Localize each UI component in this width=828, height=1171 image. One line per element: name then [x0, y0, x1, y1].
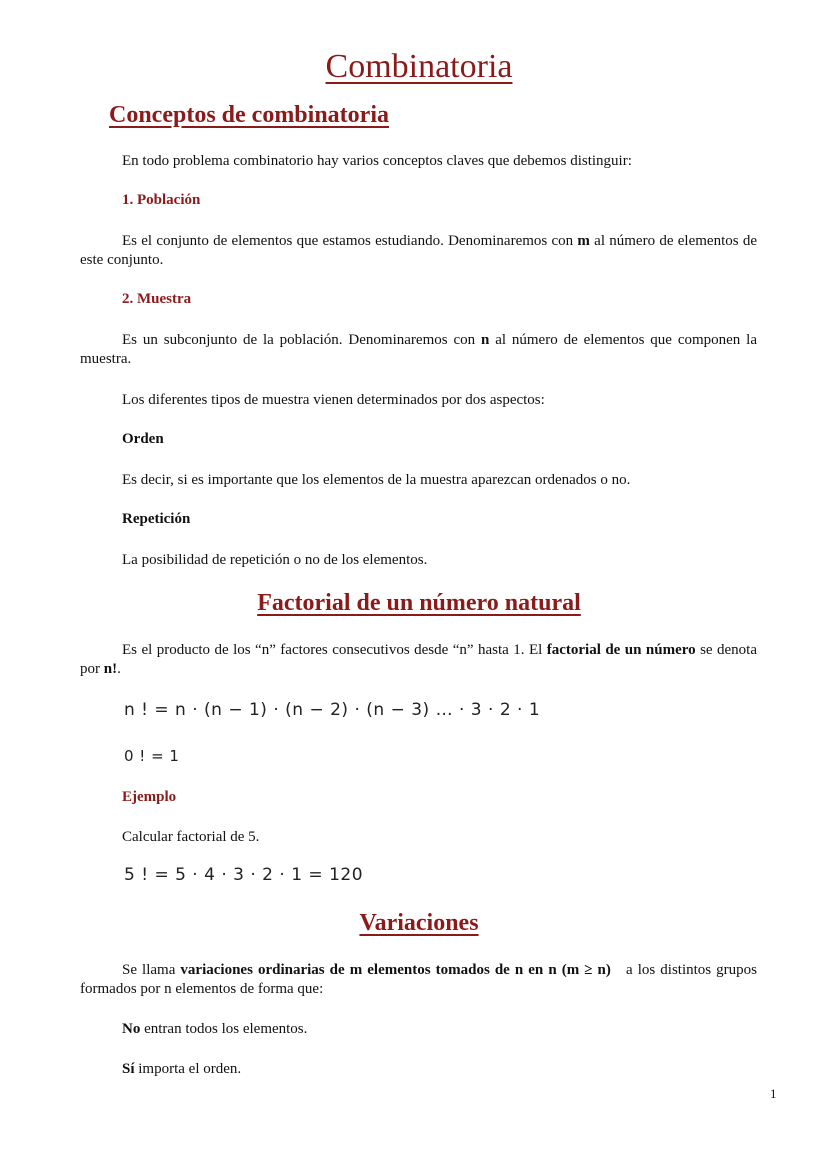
paragraph-ejemplo: Calcular factorial de 5. [122, 829, 260, 845]
heading-ejemplo: Ejemplo [122, 789, 177, 805]
paragraph-muestra: Es un subconjunto de la población. Denominaremos con n al número de elementos que componen la muestra. [80, 332, 757, 367]
paragraph-orden: Es decir, si es importante que los elementos de la muestra aparezcan ordenados o no. [122, 472, 631, 488]
paragraph-repeticion: La posibilidad de repetición o no de los elementos. [122, 552, 428, 568]
paragraph-poblacion: Es el conjunto de elementos que estamos estudiando. Denominaremos con m al número de elementos de este conjunto. [80, 233, 757, 268]
formula-factorial-definition: n ! = n · (n − 1) · (n − 2) · (n − 3) … · 3 · 2 · 1 [124, 700, 541, 720]
heading-variaciones: Variaciones [359, 910, 479, 936]
heading-factorial: Factorial de un número natural [257, 590, 581, 616]
heading-muestra: 2. Muestra [122, 291, 192, 307]
rule-no-todos: No entran todos los elementos. [122, 1021, 308, 1037]
paragraph-intro: En todo problema combinatorio hay varios conceptos claves que debemos distinguir: [122, 153, 632, 169]
rule-orden: Sí importa el orden. [122, 1061, 242, 1077]
heading-orden: Orden [122, 431, 164, 447]
formula-zero-factorial: 0 ! = 1 [124, 747, 180, 765]
page-number: 1 [770, 1086, 777, 1101]
document-title: Combinatoria [325, 48, 513, 85]
heading-conceptos: Conceptos de combinatoria [109, 102, 389, 128]
paragraph-factorial: Es el producto de los “n” factores consecutivos desde “n” hasta 1. El factorial de un número se denota por n!. [80, 642, 757, 677]
heading-poblacion: 1. Población [122, 192, 201, 208]
paragraph-aspects: Los diferentes tipos de muestra vienen determinados por dos aspectos: [122, 392, 545, 408]
heading-repeticion: Repetición [122, 511, 191, 527]
formula-example: 5 ! = 5 · 4 · 3 · 2 · 1 = 120 [124, 865, 364, 885]
paragraph-variaciones: Se llama variaciones ordinarias de m elementos tomados de n en n (m ≥ n) a los distintos grupos formados por n elementos de forma que: [80, 962, 761, 997]
